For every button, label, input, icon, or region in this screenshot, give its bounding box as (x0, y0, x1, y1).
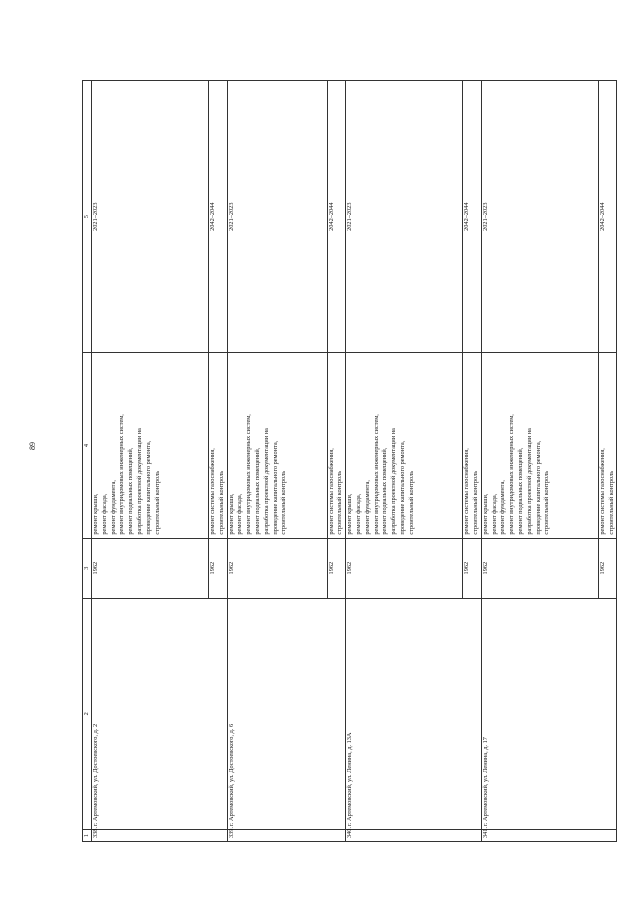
work-line: ремонт фасада, (236, 493, 244, 535)
works-cell (346, 353, 463, 538)
works-cell (463, 353, 482, 538)
work-line: ремонт крыши, (346, 493, 354, 535)
table-row (481, 81, 598, 842)
period-cell: 2042–2044 (463, 81, 482, 353)
period-cell: 2042–2044 (327, 81, 346, 353)
work-line: строительный контроль (336, 470, 344, 535)
work-line: ремонт крыши, (481, 493, 489, 535)
work-line: ремонт подвальных помещений, (516, 447, 524, 535)
header-col-1: 1 (83, 829, 92, 841)
header-col-2: 2 (83, 598, 92, 829)
work-line: разработка проектной документации на (135, 428, 143, 535)
work-line: строительный контроль (217, 470, 225, 535)
work-line: ремонт крыши, (92, 493, 99, 535)
row-number: 338. (92, 829, 228, 841)
work-line: ремонт внутридомовых инженерных систем, (372, 414, 380, 535)
row-number: 339. (227, 829, 346, 841)
table-body (92, 81, 617, 842)
work-line: проведение капитального ремонта, (271, 440, 279, 535)
table-row (227, 81, 327, 842)
work-line: ремонт системы газоснабжения, (463, 448, 471, 535)
work-line: ремонт внутридомовых инженерных систем, (245, 414, 253, 535)
work-line: строительный контроль (471, 470, 479, 535)
period-cell: 2021–2023 (92, 81, 209, 353)
work-line: строительный контроль (607, 470, 615, 535)
work-line: ремонт подвальных помещений, (127, 447, 135, 535)
work-line: ремонт системы газоснабжения, (327, 448, 335, 535)
table-row (346, 81, 463, 842)
row-number: 341. (481, 829, 617, 841)
year-cell: 1962 (227, 538, 327, 598)
year-cell: 1962 (346, 538, 463, 598)
work-line: ремонт фасада, (354, 493, 362, 535)
works-cell (481, 353, 598, 538)
work-line: проведение капитального ремонта, (534, 440, 542, 535)
header-col-4: 4 (83, 353, 92, 538)
work-line: строительный контроль (153, 470, 161, 535)
table-row (92, 81, 209, 842)
year-cell: 1962 (481, 538, 598, 598)
works-cell (327, 353, 346, 538)
page-number: 89 (28, 442, 37, 450)
address-cell: г. Артемовский, ул. Ленина, д. 13А (346, 598, 482, 829)
row-number: 340. (346, 829, 482, 841)
rotated-table-wrapper (82, 80, 615, 842)
work-line: строительный контроль (280, 470, 288, 535)
work-line: строительный контроль (407, 470, 415, 535)
repair-schedule-table (82, 80, 617, 842)
works-cell (92, 353, 209, 538)
work-line: строительный контроль (543, 470, 551, 535)
work-line: ремонт системы газоснабжения, (598, 448, 606, 535)
work-line: ремонт фасада, (100, 493, 108, 535)
work-line: ремонт внутридомовых инженерных систем, (508, 414, 516, 535)
work-line: ремонт фасада, (490, 493, 498, 535)
work-line: ремонт системы газоснабжения, (209, 448, 216, 535)
year-cell: 1962 (463, 538, 482, 598)
header-col-5: 5 (83, 81, 92, 353)
work-line: разработка проектной документации на (525, 428, 533, 535)
work-line: ремонт внутридомовых инженерных систем, (118, 414, 126, 535)
address-cell: г. Артемовский, ул. Достоевского, д. 2 (92, 598, 228, 829)
period-cell: 2021–2023 (227, 81, 327, 353)
work-line: ремонт фундамента, (109, 480, 117, 535)
year-cell: 1962 (209, 538, 228, 598)
work-line: проведение капитального ремонта, (144, 440, 152, 535)
year-cell: 1962 (327, 538, 346, 598)
period-cell: 2021–2023 (481, 81, 598, 353)
work-line: разработка проектной документации на (390, 428, 398, 535)
work-line: проведение капитального ремонта, (398, 440, 406, 535)
work-line: ремонт подвальных помещений, (253, 447, 261, 535)
year-cell: 1962 (598, 538, 617, 598)
period-cell: 2042–2044 (209, 81, 228, 353)
period-cell: 2021–2023 (346, 81, 463, 353)
period-cell: 2042–2044 (598, 81, 617, 353)
address-cell: г. Артемовский, ул. Достоевского, д. 6 (227, 598, 346, 829)
work-line: ремонт крыши, (227, 493, 235, 535)
works-cell (227, 353, 327, 538)
works-cell (598, 353, 617, 538)
address-cell: г. Артемовский, ул. Ленина, д. 17 (481, 598, 617, 829)
works-cell (209, 353, 228, 538)
work-line: ремонт подвальных помещений, (381, 447, 389, 535)
year-cell: 1962 (92, 538, 209, 598)
header-row (83, 81, 92, 842)
work-line: ремонт фундамента, (363, 480, 371, 535)
work-line: ремонт фундамента, (499, 480, 507, 535)
header-col-3: 3 (83, 538, 92, 598)
work-line: разработка проектной документации на (262, 428, 270, 535)
